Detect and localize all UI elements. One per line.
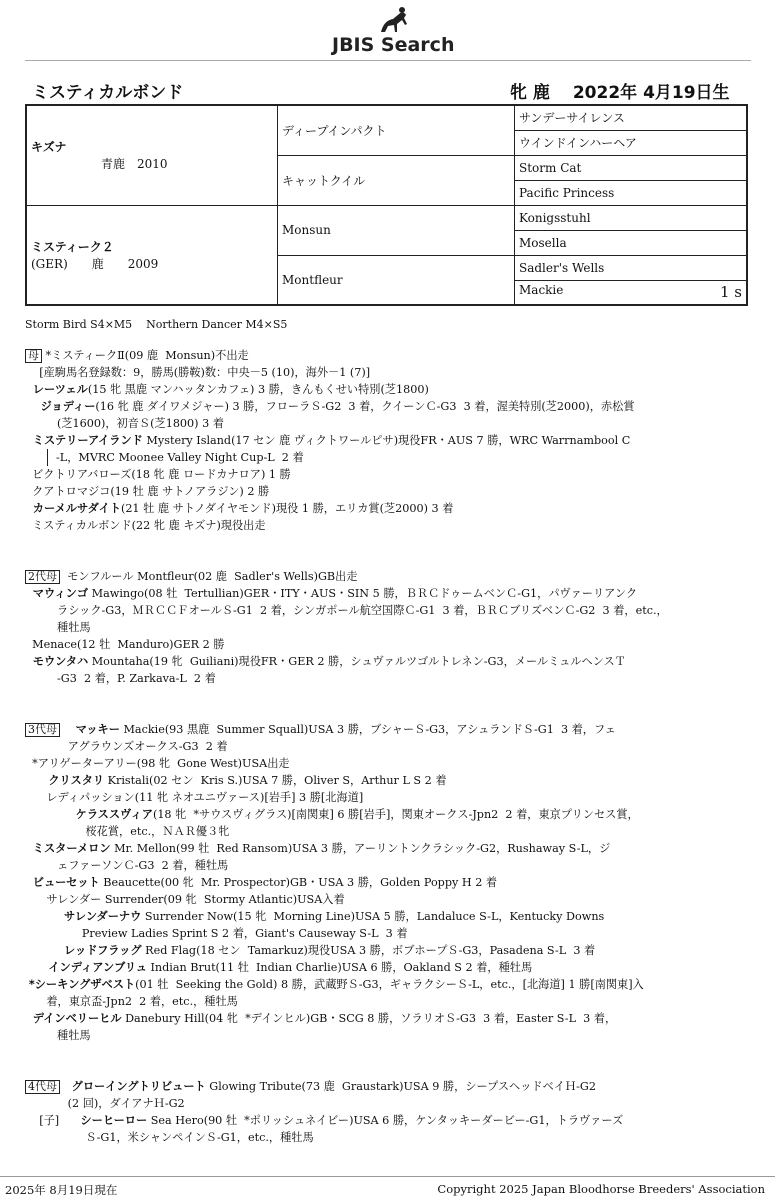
spacer [25, 1044, 750, 1061]
dam-info: (GER) 鹿 2009 [31, 256, 159, 271]
bracket-bar [47, 449, 48, 466]
dam-name[interactable]: ミスティーク２ [31, 239, 114, 254]
family-line [25, 772, 750, 789]
dam-dam[interactable]: Montfleur [278, 255, 515, 305]
horse-link[interactable]: グローイングトリビュート [60, 1080, 206, 1093]
horse-name: ミスティカルボンド [32, 83, 184, 103]
horse-sex-color-birth: 牝 鹿 2022年 4月19日生 [510, 83, 730, 103]
line-text: Preview Ladies Sprint S 2 着，Giant's Causeway S-L 3 着 [25, 927, 408, 940]
g3-7[interactable]: Sadler's Wells [515, 255, 748, 280]
horse-link[interactable]: シーヒーロー [80, 1114, 148, 1127]
line-text: Ｓ-G1，米シャンペインＳ-G1，etc.，種牡馬 [25, 1131, 314, 1144]
line-text: ラシック-G3，ＭＲＣＣＦオールＳ-G1 2 着，シンガポール航空国際Ｃ-G1 3 着，ＢＲＣブリズベンＣ-G2 3 着，etc.， [25, 604, 668, 617]
horse-link[interactable]: ミスターメロン [25, 842, 111, 855]
horse-link[interactable]: ケラススヴィア [25, 808, 153, 821]
line-text: (芝1600)，初音Ｓ(芝1800) 3 着 [25, 417, 224, 430]
family-line [25, 942, 750, 959]
family-line [25, 1010, 750, 1027]
family-line [25, 908, 750, 925]
horse-link[interactable]: *シーキングザベスト [25, 978, 136, 991]
family-line [25, 738, 750, 755]
logo-wordmark: JBIS Search [332, 34, 455, 56]
sire-name[interactable]: キズナ [31, 140, 67, 155]
family-line [25, 585, 750, 602]
line-text: ミスティカルボンド(22 牝 鹿 キズナ)現役出走 [25, 519, 266, 532]
g3-2[interactable]: ウインドインハーヘア [515, 130, 748, 155]
line-text: 種牡馬 [25, 621, 91, 634]
spacer [25, 704, 750, 721]
spacer [25, 1061, 750, 1078]
family-line [25, 874, 750, 891]
line-text: ビクトリアバローズ(18 牝 鹿 ロードカナロア) 1 勝 [25, 468, 291, 481]
generation-tag: 母 [25, 349, 42, 363]
horse-link[interactable]: クリスタリ [25, 774, 105, 787]
line-text: Surrender Now(15 牝 Morning Line)USA 5 勝，Landaluce S-L，Kentucky Downs [141, 910, 605, 923]
family-line [25, 466, 750, 483]
family-line [25, 1112, 750, 1129]
generation-tag: 3代母 [25, 723, 60, 737]
family-line [25, 415, 750, 432]
line-text: Mountaha(19 牝 Guiliani)現役FR・GER 2 勝，シュヴァルツゴルトレネン-G3，メールミュルヘンスＴ [88, 655, 626, 668]
family-line [25, 636, 750, 653]
g3-4[interactable]: Pacific Princess [515, 180, 748, 205]
line-text: *アリゲーターアリー(98 牝 Gone West)USA出走 [25, 757, 290, 770]
horse-link[interactable]: ジョディー [25, 400, 96, 413]
line-text: -L，MVRC Moonee Valley Night Cup-L 2 着 [56, 451, 304, 464]
horse-link[interactable]: レーツェル [25, 383, 88, 396]
line-text: (18 牝 *サウスヴィグラス)[南関東] 6 勝[岩手]，関東オークス-Jpn2 2 着，東京プリンセス賞， [152, 808, 639, 821]
horse-rider-icon [375, 6, 415, 36]
line-text: Sea Hero(90 牡 *ポリッシュネイビー)USA 6 勝，ケンタッキーダービー-G1，トラヴァーズ [147, 1114, 624, 1127]
line-text: 桜花賞，etc.，ＮＡＲ優３牝 [25, 825, 230, 838]
line-text: Mackie(93 黒鹿 Summer Squall)USA 3 勝，ブシャーＳ-G3，アシュランドＳ-G1 3 着，フェ [119, 723, 616, 736]
line-text: [子] [25, 1114, 81, 1127]
family-line [25, 1027, 750, 1044]
family-line [25, 432, 750, 449]
g3-6[interactable]: Mosella [515, 230, 748, 255]
horse-link[interactable]: マッキー [60, 723, 120, 736]
line-text: ェファーソンＣ-G3 2 着，種牡馬 [25, 859, 229, 872]
sire-cell [26, 105, 278, 205]
family-line [25, 823, 750, 840]
family-line [25, 959, 750, 976]
horse-link[interactable]: ミステリーアイランド [25, 434, 143, 447]
line-text: Indian Brut(11 牡 Indian Charlie)USA 6 勝，Oakland S 2 着，種牡馬 [146, 961, 533, 974]
line-text: モンフルール Montfleur(02 鹿 Sadler's Wells)GB出走 [60, 570, 358, 583]
family-line [25, 500, 750, 517]
family-line [25, 789, 750, 806]
family-line [25, 721, 750, 738]
line-text: (16 牝 鹿 ダイワメジャー) 3 勝，フローラＳ-G2 3 着，クイーンＣ-G3 3 着，渥美特別(芝2000)，赤松賞 [95, 400, 635, 413]
line-text: (2 回)，ダイアナＨ-G2 [25, 1097, 185, 1110]
family-line [25, 976, 750, 993]
horse-link[interactable]: マウィンゴ [25, 587, 89, 600]
family-line [25, 1129, 750, 1146]
header-rule [25, 60, 751, 61]
spacer [25, 551, 750, 568]
family-line [25, 806, 750, 823]
sire-dam[interactable]: キャットクイル [278, 155, 515, 205]
mark: 1 s [719, 283, 742, 302]
line-text: *ミスティークⅡ(09 鹿 Monsun)不出走 [42, 349, 249, 362]
line-text: Kristali(02 セン Kris S.)USA 7 勝，Oliver S，Arthur L S 2 着 [104, 774, 447, 787]
footer-rule [0, 1176, 775, 1177]
line-text: Menace(12 牡 Manduro)GER 2 勝 [25, 638, 225, 651]
g3-8[interactable] [515, 280, 748, 305]
family-line [25, 670, 750, 687]
g3-5[interactable]: Konigsstuhl [515, 205, 748, 230]
family-line [25, 398, 750, 415]
family-line [25, 483, 750, 500]
line-text: Danebury Hill(04 牝 *デインヒル)GB・SCG 8 勝，ソラリオＳ-G3 3 着，Easter S-L 3 着， [121, 1012, 617, 1025]
horse-link[interactable]: デインベリーヒル [25, 1012, 122, 1025]
family-line [25, 1078, 750, 1095]
line-text: 着，東京盃-Jpn2 2 着，etc.，種牡馬 [25, 995, 238, 1008]
family-line [25, 347, 750, 364]
family-line [25, 857, 750, 874]
horse-link[interactable]: レッドフラッグ [25, 944, 142, 957]
family-line [25, 517, 750, 534]
family-line [25, 619, 750, 636]
family-line [25, 449, 750, 466]
family-line [25, 1095, 750, 1112]
family-line [25, 653, 750, 670]
family-line [25, 364, 750, 381]
line-text: レディパッション(11 牝 ネオユニヴァース)[岩手] 3 勝[北海道] [25, 791, 364, 804]
as-of-date: 2025年 8月19日現在 [5, 1183, 118, 1197]
line-text: クアトロマジコ(19 牡 鹿 サトノアラジン) 2 勝 [25, 485, 270, 498]
family-line [25, 925, 750, 942]
title-row [30, 78, 750, 102]
line-text: (01 牡 Seeking the Gold) 8 勝，武蔵野Ｓ-G3，ギャラクシーＳ-L，etc.，[北海道] 1 勝[南関東]入 [135, 978, 644, 991]
spacer [25, 687, 750, 704]
dam-sire[interactable]: Monsun [278, 205, 515, 255]
sire-info: 青鹿 2010 [101, 157, 168, 172]
family-lines [25, 347, 750, 1146]
line-text: アグラウンズオークス-G3 2 着 [25, 740, 228, 753]
line-text: Mawingo(08 牡 Tertullian)GER・ITY・AUS・SIN 5 勝，ＢＲＣドゥームベンＣ-G1，パヴァーリアンク [88, 587, 638, 600]
family-line [25, 568, 750, 585]
generation-tag: 4代母 [25, 1080, 60, 1094]
family-line [25, 755, 750, 772]
copyright: Copyright 2025 Japan Bloodhorse Breeders' Association [437, 1182, 765, 1196]
family-line [25, 993, 750, 1010]
family-line [25, 891, 750, 908]
line-text: サレンダー Surrender(09 牝 Stormy Atlantic)USA入着 [25, 893, 345, 906]
g3-8-name: Mackie [519, 283, 564, 298]
line-text: Red Flag(18 セン Tamarkuz)現役USA 3 勝，ボブホープＳ-G3，Pasadena S-L 3 着 [141, 944, 596, 957]
family-line [25, 602, 750, 619]
inbreeding-note: Storm Bird S4×M5 Northern Dancer M4×S5 [25, 318, 288, 331]
spacer [25, 534, 750, 551]
g3-1[interactable]: サンデーサイレンス [515, 105, 748, 130]
horse-link[interactable]: ビューセット [25, 876, 100, 889]
horse-link[interactable]: サレンダーナウ [25, 910, 142, 923]
line-text: 種牡馬 [25, 1029, 91, 1042]
pedigree-table [25, 104, 748, 306]
line-text: Mystery Island(17 セン 鹿 ヴィクトワールピサ)現役FR・AUS 7 勝，WRC Warrnambool C [142, 434, 631, 447]
jbis-logo[interactable] [330, 8, 460, 58]
line-text: Beaucette(00 牝 Mr. Prospector)GB・USA 3 勝，Golden Poppy H 2 着 [99, 876, 498, 889]
line-text: [産駒馬名登録数：9，勝馬(勝鞍)数：中央－5 (10)，海外－1 (7)] [25, 366, 371, 379]
family-line [25, 840, 750, 857]
line-text: (21 牡 鹿 サトノダイヤモンド)現役 1 勝，エリカ賞(芝2000) 3 着 [120, 502, 454, 515]
horse-link[interactable]: カーメルサダイト [25, 502, 121, 515]
line-text: Mr. Mellon(99 牡 Red Ransom)USA 3 勝，アーリントンクラシック-G2，Rushaway S-L，ジ [110, 842, 611, 855]
line-text: (15 牝 黒鹿 マンハッタンカフェ) 3 勝，きんもくせい特別(芝1800) [87, 383, 429, 396]
horse-link[interactable]: インディアンブリュ [25, 961, 147, 974]
line-text: Glowing Tribute(73 鹿 Graustark)USA 9 勝，シープスヘッドベイＨ-G2 [205, 1080, 596, 1093]
g3-3[interactable]: Storm Cat [515, 155, 748, 180]
sire-sire[interactable]: ディープインパクト [278, 105, 515, 155]
generation-tag: 2代母 [25, 570, 60, 584]
dam-cell [26, 205, 278, 305]
line-text: -G3 2 着，P. Zarkava-L 2 着 [25, 672, 216, 685]
family-line [25, 381, 750, 398]
horse-link[interactable]: モウンタハ [25, 655, 89, 668]
